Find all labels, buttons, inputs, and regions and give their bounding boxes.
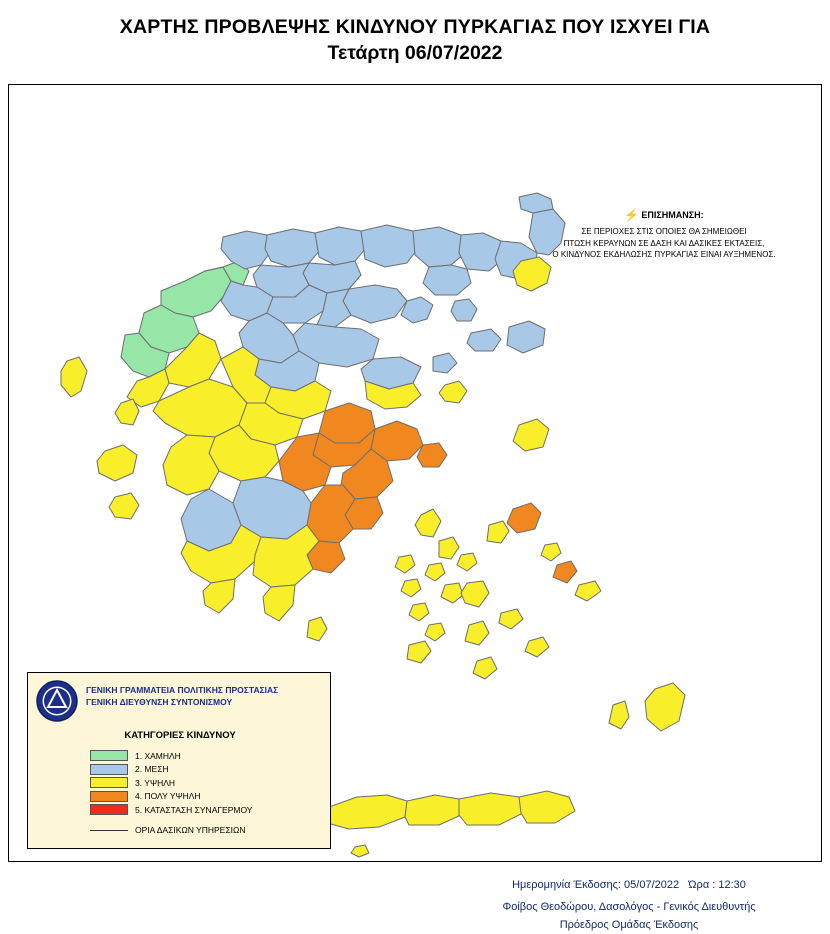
region-limnos[interactable] <box>467 329 501 351</box>
map-frame[interactable] <box>8 84 822 931</box>
region-drama[interactable] <box>413 227 465 267</box>
region-rethymno[interactable] <box>405 795 461 825</box>
legend-swatch-alert <box>90 804 128 815</box>
region-paros[interactable] <box>441 583 463 603</box>
legend-swatch-medium <box>90 764 128 775</box>
region-chios[interactable] <box>513 419 549 451</box>
region-karpathos[interactable] <box>609 701 629 729</box>
region-messinia-tip[interactable] <box>203 579 235 613</box>
region-lesvos[interactable] <box>507 321 545 353</box>
note-block <box>529 208 799 261</box>
page-title <box>0 14 830 66</box>
region-sporades[interactable] <box>433 353 457 373</box>
region-iraklio[interactable] <box>459 793 523 825</box>
region-amorgos[interactable] <box>499 609 523 629</box>
region-rodos[interactable] <box>645 683 685 731</box>
signer-line-1: Φοίβος Θεοδώρου, Δασολόγος - Γενικός Διευθυντής <box>502 901 756 913</box>
legend-item-5 <box>90 803 252 817</box>
region-astypalaia[interactable] <box>525 637 549 657</box>
legend-label-low: 1. ΧΑΜΗΛΗ <box>135 750 181 761</box>
region-kythira[interactable] <box>307 617 327 641</box>
region-zakynthos[interactable] <box>109 493 139 519</box>
legend-swatch-very-high <box>90 791 128 802</box>
region-kefalonia[interactable] <box>97 445 137 481</box>
footer-block <box>439 875 819 934</box>
note-line-3: Ο ΚΙΝΔΥΝΟΣ ΕΚΔΗΛΩΣΗΣ ΠΥΡΚΑΓΙΑΣ ΕΙΝΑΙ ΑΥΞΗΜΕΝΟΣ. <box>552 250 776 259</box>
legend-item-4 <box>90 790 252 804</box>
region-ilia[interactable] <box>163 435 219 495</box>
title-line-2: Τετάρτη 06/07/2022 <box>327 42 503 64</box>
region-naxos[interactable] <box>461 581 489 607</box>
legend-label-high: 3. ΥΨΗΛΗ <box>135 777 176 788</box>
region-kos[interactable] <box>575 581 601 601</box>
legend-item-1 <box>90 749 252 763</box>
lightning-bolt-icon: ⚡ <box>624 208 640 222</box>
legend-swatch-low <box>90 750 128 761</box>
note-heading-text: ΕΠΙΣΗΜΑΝΣΗ: <box>641 210 704 220</box>
legend-item-3 <box>90 776 252 790</box>
region-serifos[interactable] <box>409 603 429 621</box>
region-tinos[interactable] <box>439 537 459 559</box>
region-skyros[interactable] <box>439 381 467 403</box>
signer-line-2: Πρόεδρος Ομάδας Έκδοσης <box>559 919 699 931</box>
region-kavala[interactable] <box>423 265 471 295</box>
region-lasithi[interactable] <box>519 791 575 823</box>
legend-label-alert: 5. ΚΑΤΑΣΤΑΣΗ ΣΥΝΑΓΕΡΜΟΥ <box>135 804 253 815</box>
issue-date-value: 05/07/2022 <box>624 879 680 891</box>
note-heading <box>529 208 799 222</box>
note-line-1: ΣΕ ΠΕΡΙΟΧΕΣ ΣΤΙΣ ΟΠΟΙΕΣ ΘΑ ΣΗΜΕΙΩΘΕΙ <box>581 227 747 236</box>
legend-items <box>90 749 252 817</box>
region-patmos[interactable] <box>541 543 561 561</box>
issue-date-label: Ημερομηνία Έκδοσης: <box>512 879 621 891</box>
legend-title: ΚΑΤΗΓΟΡΙΕΣ ΚΙΝΔΥΝΟΥ <box>124 730 236 741</box>
title-line-1: ΧΑΡΤΗΣ ΠΡΟΒΛΕΨΗΣ ΚΙΝΔΥΝΟΥ ΠΥΡΚΑΓΙΑΣ ΠΟΥ ΙΣΧΥΕΙ ΓΙΑ <box>119 16 711 38</box>
region-kalymnos[interactable] <box>553 561 577 583</box>
legend-header <box>36 680 324 722</box>
region-santorini[interactable] <box>473 657 497 679</box>
note-line-2: ΠΤΩΣΗ ΚΕΡΑΥΝΩΝ ΣΕ ΔΑΣΗ ΚΑΙ ΔΑΣΙΚΕΣ ΕΚΤΑΣΕΙΣ, <box>563 238 765 248</box>
region-epirus-nw[interactable] <box>161 267 231 317</box>
legend-item-2 <box>90 763 252 777</box>
legend-org-line-1: ΓΕΝΙΚΗ ΓΡΑΜΜΑΤΕΙΑ ΠΟΛΙΤΙΚΗΣ ΠΡΟΣΤΑΣΙΑΣ <box>86 685 279 695</box>
region-thasos[interactable] <box>451 299 477 321</box>
issue-time-value: 12:30 <box>718 879 746 891</box>
region-ikaria[interactable] <box>487 521 509 543</box>
legend-boundary-row <box>90 825 245 835</box>
region-samos[interactable] <box>507 503 541 533</box>
legend-organisation <box>86 684 278 708</box>
region-chalkidiki[interactable] <box>343 285 407 323</box>
region-mykonos[interactable] <box>457 553 477 571</box>
region-serres[interactable] <box>361 225 419 267</box>
region-syros[interactable] <box>425 563 445 581</box>
region-lakonia-tip[interactable] <box>263 585 295 621</box>
region-lefkada[interactable] <box>115 399 139 425</box>
region-kea[interactable] <box>395 555 415 573</box>
legend-label-boundary: ΟΡΙΑ ΔΑΣΙΚΩΝ ΥΠΗΡΕΣΙΩΝ <box>135 825 246 835</box>
issue-time-label: Ώρα : <box>688 879 716 891</box>
region-florina[interactable] <box>221 231 271 269</box>
issue-info <box>439 875 819 895</box>
region-xanthi[interactable] <box>459 233 503 271</box>
region-chania[interactable] <box>327 795 407 829</box>
region-andros[interactable] <box>415 509 441 537</box>
region-ios[interactable] <box>465 621 489 645</box>
legend-panel <box>27 672 331 849</box>
civil-protection-emblem-icon <box>36 680 78 722</box>
region-kilkis[interactable] <box>315 227 367 265</box>
region-kerkyra[interactable] <box>61 357 87 397</box>
region-kythnos[interactable] <box>401 579 421 597</box>
legend-label-medium: 2. ΜΕΣΗ <box>135 764 169 775</box>
boundary-line-icon <box>90 830 128 831</box>
region-pella[interactable] <box>265 229 321 267</box>
region-milos[interactable] <box>407 641 431 663</box>
legend-label-very-high: 4. ΠΟΛΥ ΥΨΗΛΗ <box>135 791 201 802</box>
region-sifnos[interactable] <box>425 623 445 641</box>
legend-org-line-2: ΓΕΝΙΚΗ ΔΙΕΥΘΥΝΣΗ ΣΥΝΤΟΝΙΣΜΟΥ <box>86 697 233 707</box>
region-gavdos[interactable] <box>351 845 369 857</box>
legend-swatch-high <box>90 777 128 788</box>
